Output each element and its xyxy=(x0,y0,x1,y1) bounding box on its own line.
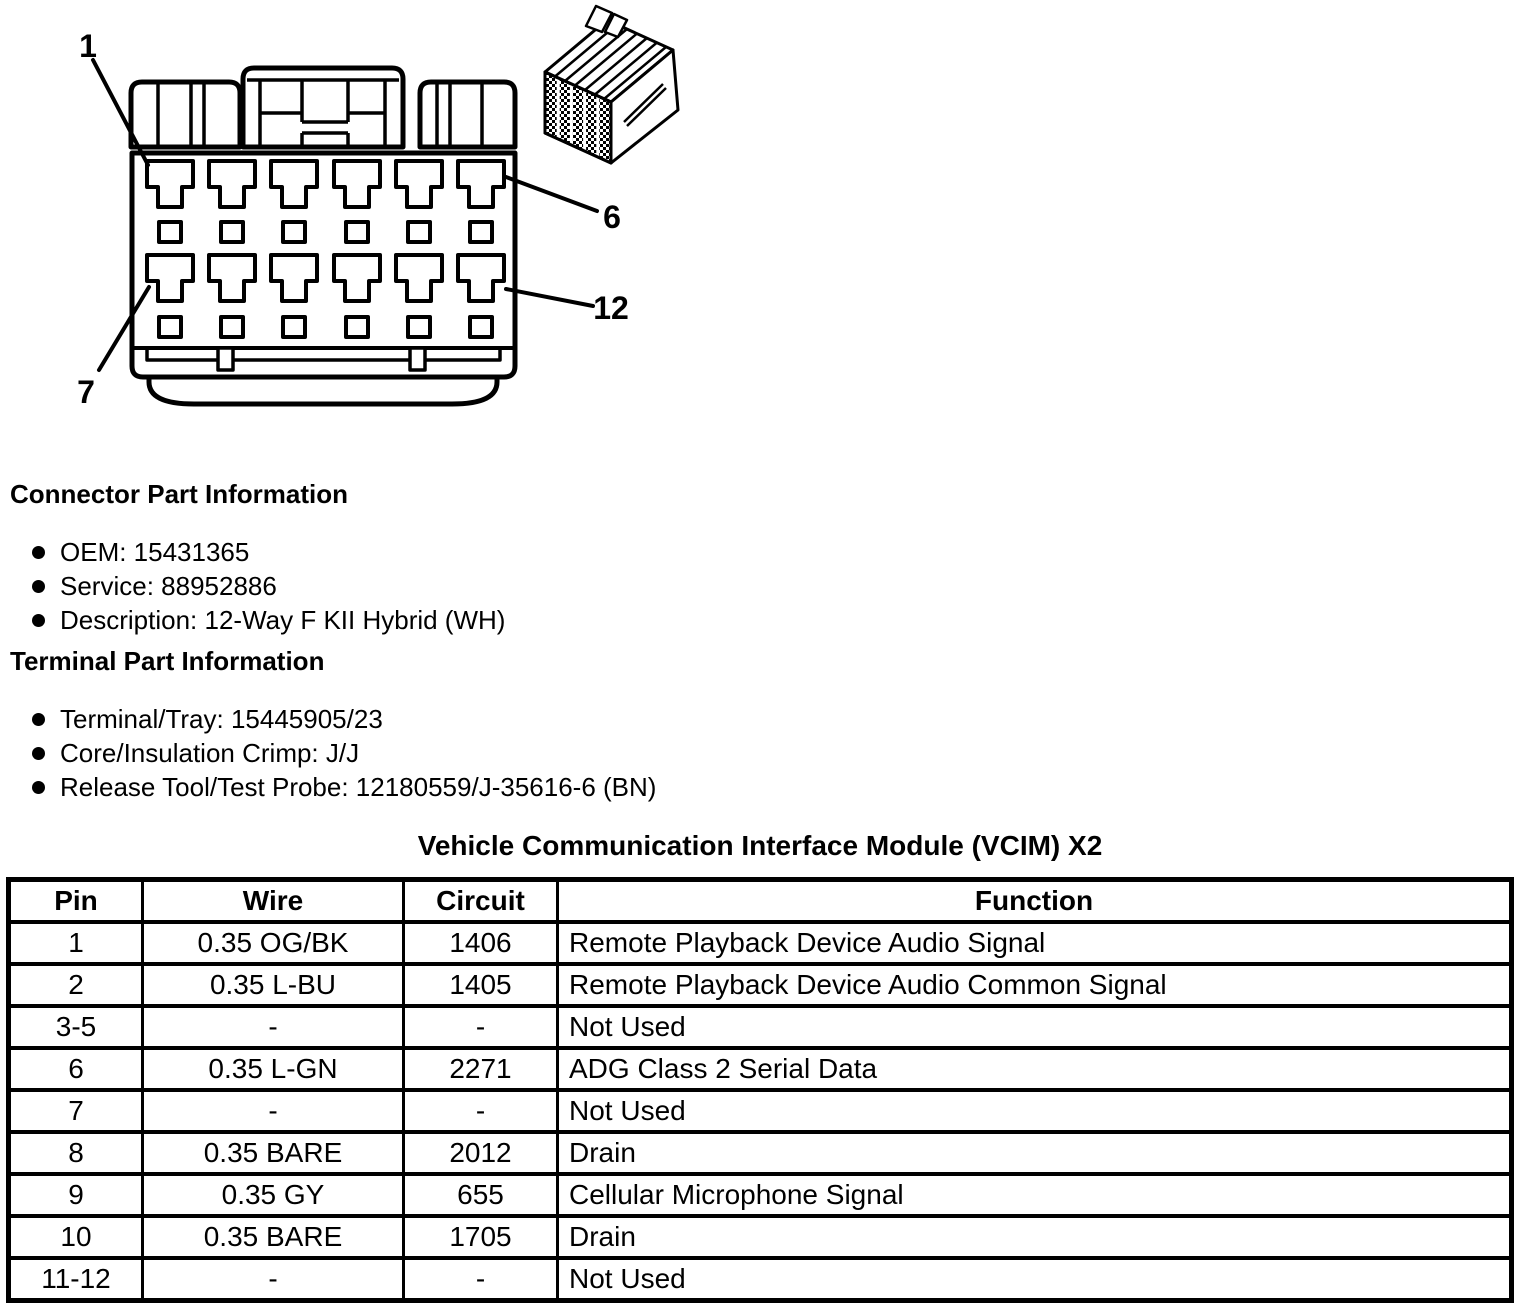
cell-wire: 0.35 L-GN xyxy=(143,1048,404,1090)
cell-circuit: 655 xyxy=(404,1174,558,1216)
table-row xyxy=(9,922,1512,964)
bullet-icon xyxy=(32,781,45,794)
connector-info-heading: Connector Part Information xyxy=(10,479,349,509)
cell-function: Not Used xyxy=(558,1090,1512,1132)
cell-circuit: 1705 xyxy=(404,1216,558,1258)
terminal-info-heading: Terminal Part Information xyxy=(10,646,325,676)
connector-description: Description: 12-Way F KII Hybrid (WH) xyxy=(60,605,506,635)
release-tool-test-probe: Release Tool/Test Probe: 12180559/J-35616-6 (BN) xyxy=(60,772,657,802)
cell-circuit: 1406 xyxy=(404,922,558,964)
cell-circuit: 2012 xyxy=(404,1132,558,1174)
table-header-row xyxy=(9,880,1512,923)
bullet-icon xyxy=(32,546,45,559)
connector-face-diagram xyxy=(0,0,760,470)
cell-function: Remote Playback Device Audio Signal xyxy=(558,922,1512,964)
table-row xyxy=(9,1090,1512,1132)
skirt-notch-right xyxy=(410,348,425,370)
service-number: Service: 88952886 xyxy=(60,571,277,601)
cell-pin: 2 xyxy=(9,964,143,1006)
pin7-label: 7 xyxy=(77,374,95,410)
cell-wire: 0.35 BARE xyxy=(143,1216,404,1258)
pin12-label: 12 xyxy=(593,290,629,326)
terminal-tray: Terminal/Tray: 15445905/23 xyxy=(60,704,383,734)
cell-function: Remote Playback Device Audio Common Signal xyxy=(558,964,1512,1006)
table-row xyxy=(9,1174,1512,1216)
cell-wire: - xyxy=(143,1006,404,1048)
header-function: Function xyxy=(558,880,1512,923)
table-row xyxy=(9,1006,1512,1048)
leader-line-pin7 xyxy=(99,287,149,370)
cell-wire: 0.35 OG/BK xyxy=(143,922,404,964)
cell-circuit: - xyxy=(404,1006,558,1048)
connector-body-group xyxy=(131,68,515,404)
bullet-icon xyxy=(32,747,45,760)
cell-wire: 0.35 GY xyxy=(143,1174,404,1216)
bullet-icon xyxy=(32,713,45,726)
header-circuit: Circuit xyxy=(404,880,558,923)
index-squares-row-2 xyxy=(159,317,492,337)
leader-line-pin6 xyxy=(506,177,597,211)
cell-circuit: 1405 xyxy=(404,964,558,1006)
cell-function: Not Used xyxy=(558,1006,1512,1048)
list-item xyxy=(32,740,359,766)
cell-pin: 3-5 xyxy=(9,1006,143,1048)
core-insulation-crimp: Core/Insulation Crimp: J/J xyxy=(60,738,360,768)
skirt-notch-left xyxy=(218,348,233,370)
index-squares-row-1 xyxy=(159,222,492,242)
cell-function: Cellular Microphone Signal xyxy=(558,1174,1512,1216)
pin1-label: 1 xyxy=(79,28,97,64)
table-row xyxy=(9,1048,1512,1090)
leader-line-pin12 xyxy=(506,289,593,306)
cell-wire: 0.35 BARE xyxy=(143,1132,404,1174)
cell-pin: 1 xyxy=(9,922,143,964)
cell-wire: - xyxy=(143,1258,404,1301)
oem-number: OEM: 15431365 xyxy=(60,537,250,567)
cell-circuit: 2271 xyxy=(404,1048,558,1090)
list-item xyxy=(32,539,249,565)
cell-circuit: - xyxy=(404,1090,558,1132)
header-pin: Pin xyxy=(9,880,143,923)
pinout-table-title: Vehicle Communication Interface Module (VCIM) X2 xyxy=(417,830,1103,861)
table-row xyxy=(9,964,1512,1006)
cell-function: Not Used xyxy=(558,1258,1512,1301)
cell-wire: - xyxy=(143,1090,404,1132)
left-tab xyxy=(131,82,240,147)
cell-function: Drain xyxy=(558,1216,1512,1258)
pin6-label: 6 xyxy=(603,199,621,235)
cell-wire: 0.35 L-BU xyxy=(143,964,404,1006)
cell-pin: 6 xyxy=(9,1048,143,1090)
header-wire: Wire xyxy=(143,880,404,923)
terminal-row-2 xyxy=(147,255,504,301)
cell-circuit: - xyxy=(404,1258,558,1301)
leader-line-pin1 xyxy=(93,60,148,165)
table-row xyxy=(9,1132,1512,1174)
terminal-row-1 xyxy=(147,161,504,207)
cell-pin: 11-12 xyxy=(9,1258,143,1301)
bullet-icon xyxy=(32,614,45,627)
cell-pin: 10 xyxy=(9,1216,143,1258)
table-row xyxy=(9,1258,1512,1301)
connector-3d-illustration xyxy=(545,6,678,163)
cell-pin: 7 xyxy=(9,1090,143,1132)
connector-diagram-area xyxy=(0,0,760,470)
cell-pin: 8 xyxy=(9,1132,143,1174)
cell-function: ADG Class 2 Serial Data xyxy=(558,1048,1512,1090)
list-item xyxy=(32,706,383,732)
table-row xyxy=(9,1216,1512,1258)
list-item xyxy=(32,774,656,800)
bullet-icon xyxy=(32,580,45,593)
pinout-table xyxy=(6,877,1514,1303)
cell-pin: 9 xyxy=(9,1174,143,1216)
list-item xyxy=(32,607,505,633)
connector-base xyxy=(149,377,497,404)
list-item xyxy=(32,573,277,599)
cell-function: Drain xyxy=(558,1132,1512,1174)
right-tab xyxy=(420,82,515,147)
